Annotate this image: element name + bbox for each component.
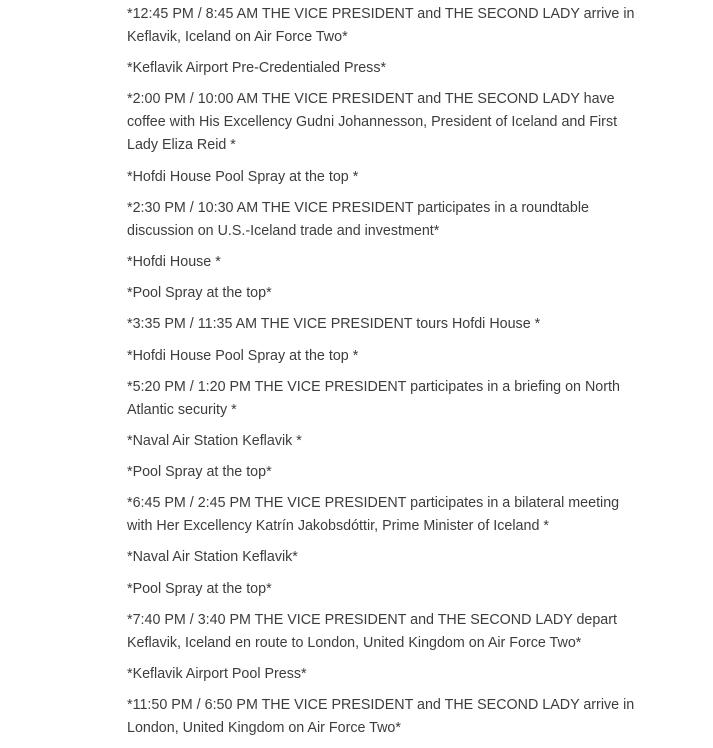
schedule-entry-roundtable: *2:30 PM / 10:30 AM THE VICE PRESIDENT participates in a roundtable discussion on U.S.-Iceland trade and investment* <box>127 199 589 239</box>
schedule-entry-tour-hofdi-house: *3:35 PM / 11:35 AM THE VICE PRESIDENT tours Hofdi House * <box>127 316 541 333</box>
schedule-entry-coffee-president: *2:00 PM / 10:00 AM THE VICE PRESIDENT and THE SECOND LADY have coffee with His Excellency Gudni Johannesson, President of Iceland and First Lady Eliza Reid * <box>127 91 618 154</box>
schedule-press-pool-spray: *Pool Spray at the top* <box>127 580 272 597</box>
schedule-entry-arrive-keflavik: *12:45 PM / 8:45 AM THE VICE PRESIDENT and THE SECOND LADY arrive in Keflavik, Iceland on Air Force Two* <box>127 6 635 45</box>
schedule-article <box>127 3 647 748</box>
schedule-entry-depart-keflavik: *7:40 PM / 3:40 PM THE VICE PRESIDENT and THE SECOND LADY depart Keflavik, Iceland en route to London, United Kingdom on Air Force Two* <box>127 611 617 651</box>
schedule-press-pool-spray: *Pool Spray at the top* <box>127 464 272 481</box>
schedule-location-keflavik-airport-pool: *Keflavik Airport Pool Press* <box>127 666 307 682</box>
schedule-entry-arrive-london: *11:50 PM / 6:50 PM THE VICE PRESIDENT and THE SECOND LADY arrive in London, United Kingdom on Air Force Two* <box>127 697 635 737</box>
schedule-location-hofdi-house: *Hofdi House * <box>127 253 221 270</box>
schedule-location-naval-air-station: *Naval Air Station Keflavik * <box>127 432 302 449</box>
schedule-entry-bilateral-meeting: *6:45 PM / 2:45 PM THE VICE PRESIDENT participates in a bilateral meeting with Her Excellency Katrín Jakobsdóttir, Prime Minister of Iceland * <box>127 495 620 535</box>
schedule-location-hofdi-house-pool: *Hofdi House Pool Spray at the top * <box>127 168 359 185</box>
schedule-entry-security-briefing: *5:20 PM / 1:20 PM THE VICE PRESIDENT participates in a briefing on North Atlantic security * <box>127 378 620 418</box>
schedule-location-hofdi-house-pool: *Hofdi House Pool Spray at the top * <box>127 347 359 364</box>
schedule-press-pool-spray: *Pool Spray at the top* <box>127 285 272 302</box>
schedule-location-naval-air-station: *Naval Air Station Keflavik* <box>127 549 298 566</box>
schedule-location-keflavik-airport: *Keflavik Airport Pre-Credentialed Press* <box>127 60 387 77</box>
